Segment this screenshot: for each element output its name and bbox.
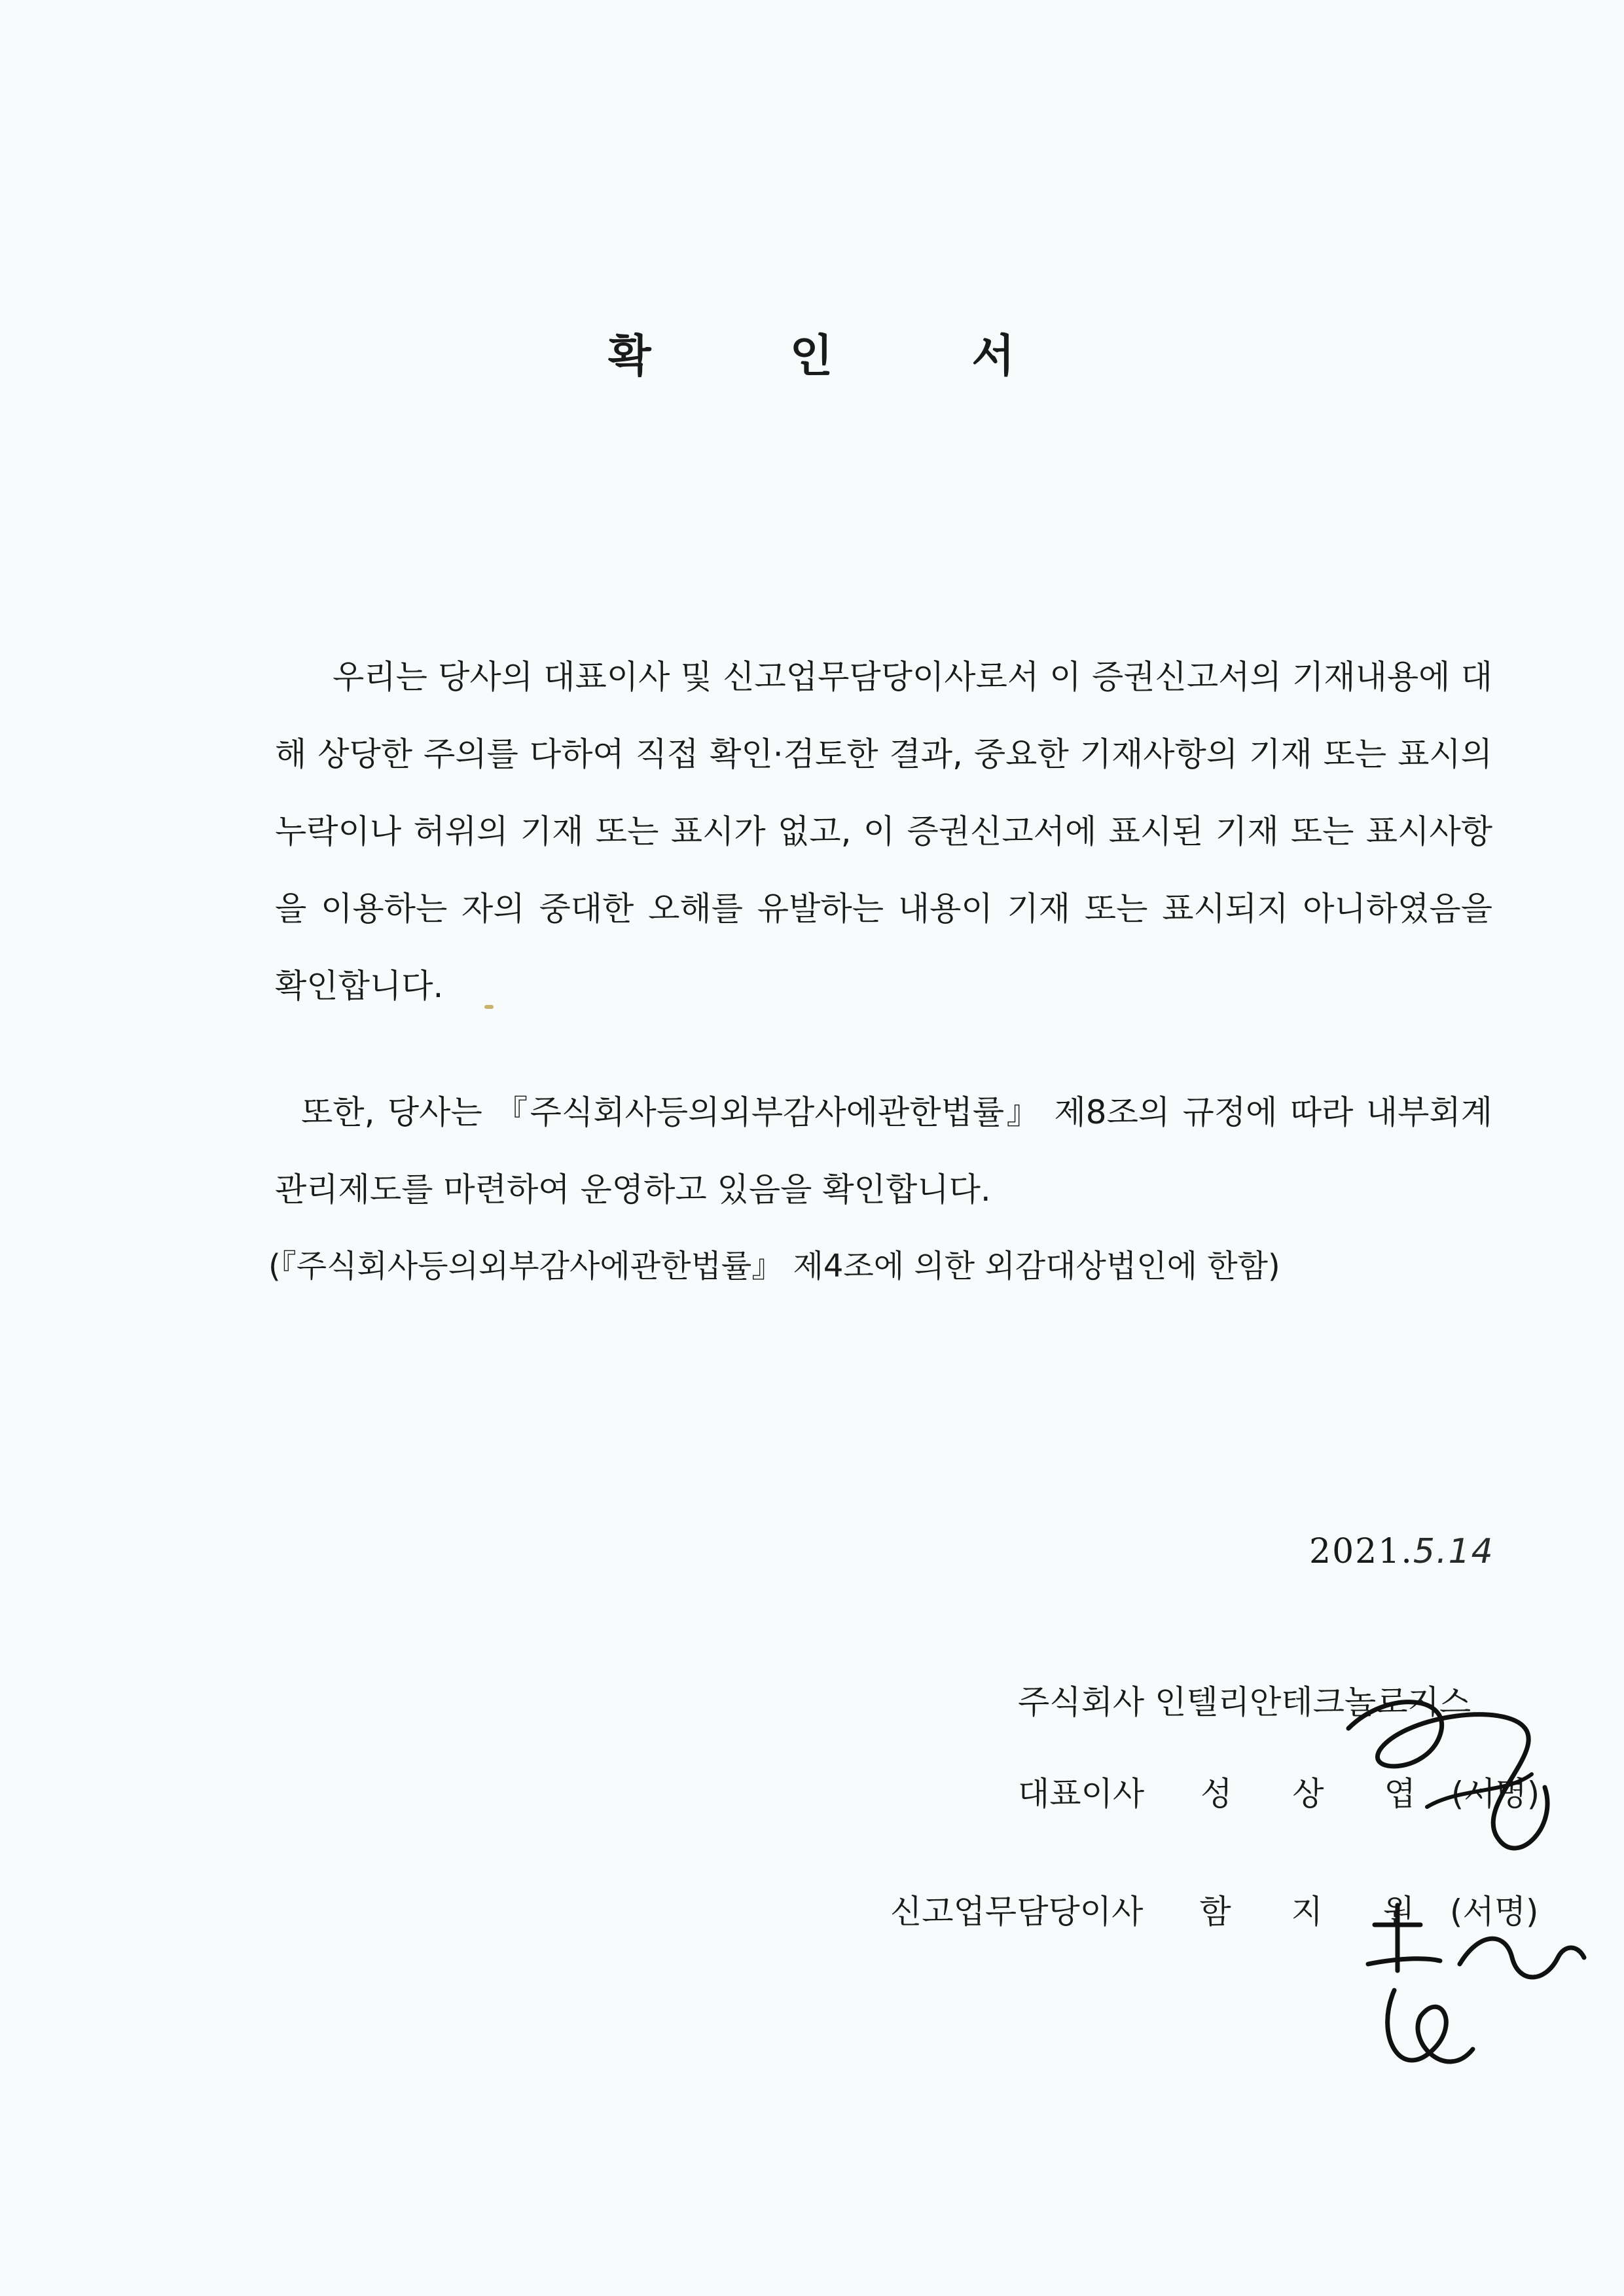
applicability-note: (『주식회사등의외부감사에관한법률』 제4조에 의한 외감대상법인에 한함) [268, 1248, 1280, 1285]
signer-name: 성 상 엽 [1200, 1775, 1441, 1813]
title-char-2: 인 [789, 331, 835, 382]
signer-role: 대표이사 [1018, 1775, 1145, 1813]
company-name: 주식회사 인텔리안테크놀로지스 [1018, 1683, 1471, 1721]
title-char-1: 확 [607, 331, 653, 382]
signer-role: 신고업무담당이사 [890, 1893, 1144, 1931]
confirmation-paragraph: 우리는 당사의 대표이사 및 신고업무담당이사로서 이 증권신고서의 기재내용에 대해 상당한 주의를 다하여 직접 확인·검토한 결과, 중요한 기재사항의 기재 또는 표시의 누락이나 허위의 기재 또는 표시가 없고, 이 증권신고서에 표시된 기재 또는 표시사항을 이용하는 자의 중대한 오해를 유발하는 내용이 기재 또는 표시되지 아니하였음을 확인합니다. [275, 658, 1492, 1005]
signature-label: (서명) [1451, 1775, 1540, 1813]
scan-speck [484, 1005, 494, 1009]
document-date [1309, 1532, 1494, 1571]
signature-label: (서명) [1449, 1893, 1539, 1931]
document-title [0, 321, 1624, 384]
director-signature-image [1348, 1886, 1597, 2121]
date-handwritten: 5.14 [1413, 1532, 1494, 1571]
date-printed: 2021. [1309, 1532, 1413, 1571]
title-char-3: 서 [971, 331, 1017, 382]
ceo-signature-image [1309, 1676, 1584, 1886]
signer-name: 함 지 원 [1199, 1893, 1439, 1931]
internal-control-paragraph: 또한, 당사는 『주식회사등의외부감사에관한법률』 제8조의 규정에 따라 내부회계관리제도를 마련하여 운영하고 있음을 확인합니다. [275, 1093, 1492, 1209]
